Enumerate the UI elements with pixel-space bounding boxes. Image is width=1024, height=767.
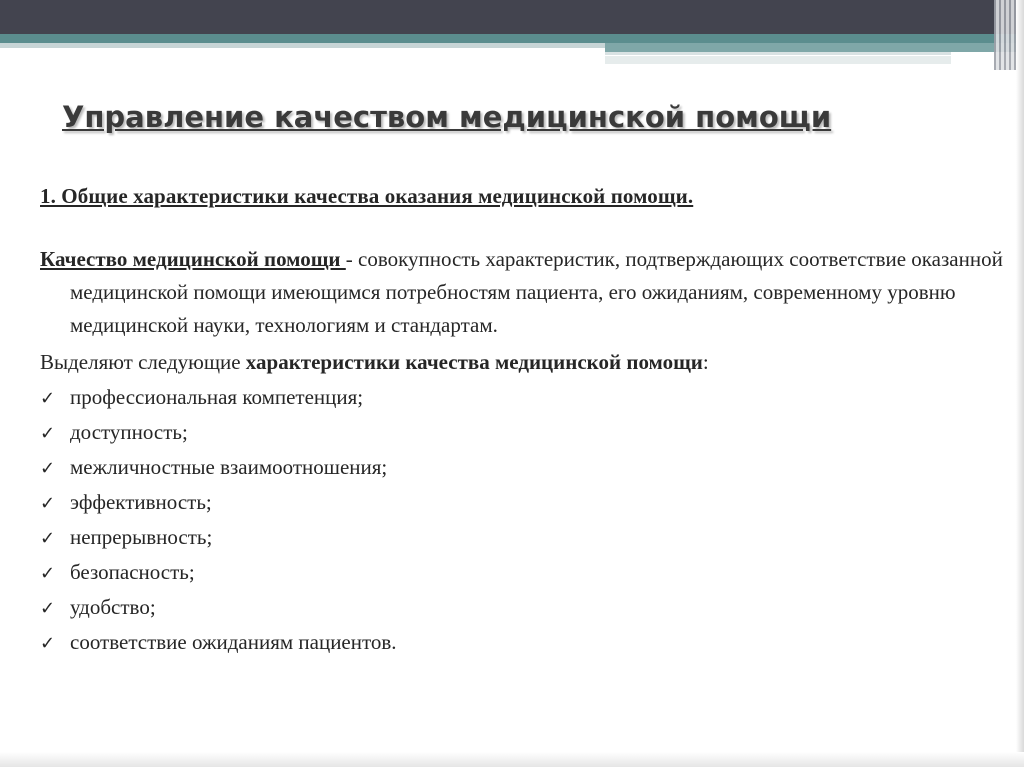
list-item-text: непрерывность; <box>70 525 213 549</box>
list-item <box>40 381 1015 416</box>
checkmark-icon: ✓ <box>40 528 56 549</box>
header-band-teal <box>0 34 1024 43</box>
header-band-accent-thin <box>605 52 951 55</box>
slide-title: Управление качеством медицинской помощи <box>62 100 832 134</box>
list-item-text: соответствие ожиданиям пациентов. <box>70 630 397 654</box>
checkmark-icon: ✓ <box>40 423 56 444</box>
intro-prefix: Выделяют следующие <box>40 350 246 374</box>
intro-bold: характеристики качества медицинской помощи <box>245 350 703 374</box>
list-item <box>40 486 1015 521</box>
intro-paragraph <box>40 346 1015 379</box>
checkmark-icon: ✓ <box>40 633 56 654</box>
header-band-accent-pale <box>605 56 951 64</box>
section-heading: 1. Общие характеристики качества оказания медицинской помощи. <box>40 184 694 208</box>
checkmark-icon: ✓ <box>40 493 56 514</box>
list-item-text: межличностные взаимоотношения; <box>70 455 388 479</box>
header-band-dark <box>0 0 1024 34</box>
header-band-light <box>0 43 605 48</box>
list-item-text: профессиональная компетенция; <box>70 385 364 409</box>
list-item <box>40 556 1015 591</box>
definition-text: - совокупность характеристик, подтверждающих соответствие оказанной медицинской помощи имеющимся потребностям пациента, его ожиданиям, современному уровню медицинской науки, технологиям и стандартам. <box>70 247 1003 337</box>
list-item <box>40 591 1015 626</box>
slide-body <box>40 180 1015 661</box>
list-item-text: безопасность; <box>70 560 195 584</box>
checkmark-icon: ✓ <box>40 598 56 619</box>
list-item <box>40 626 1015 661</box>
page-bottom-shadow <box>0 752 1024 767</box>
characteristics-list <box>40 381 1015 661</box>
list-item <box>40 416 1015 451</box>
definition-term: Качество медицинской помощи <box>40 247 346 271</box>
list-item-text: эффективность; <box>70 490 212 514</box>
list-item <box>40 521 1015 556</box>
checkmark-icon: ✓ <box>40 388 56 409</box>
definition-paragraph <box>40 243 1015 342</box>
checkmark-icon: ✓ <box>40 563 56 584</box>
list-item-text: удобство; <box>70 595 156 619</box>
header-band-accent <box>605 43 1024 52</box>
checkmark-icon: ✓ <box>40 458 56 479</box>
page-edge-shadow <box>1016 0 1024 767</box>
intro-suffix: : <box>702 350 709 374</box>
list-item-text: доступность; <box>70 420 188 444</box>
list-item <box>40 451 1015 486</box>
